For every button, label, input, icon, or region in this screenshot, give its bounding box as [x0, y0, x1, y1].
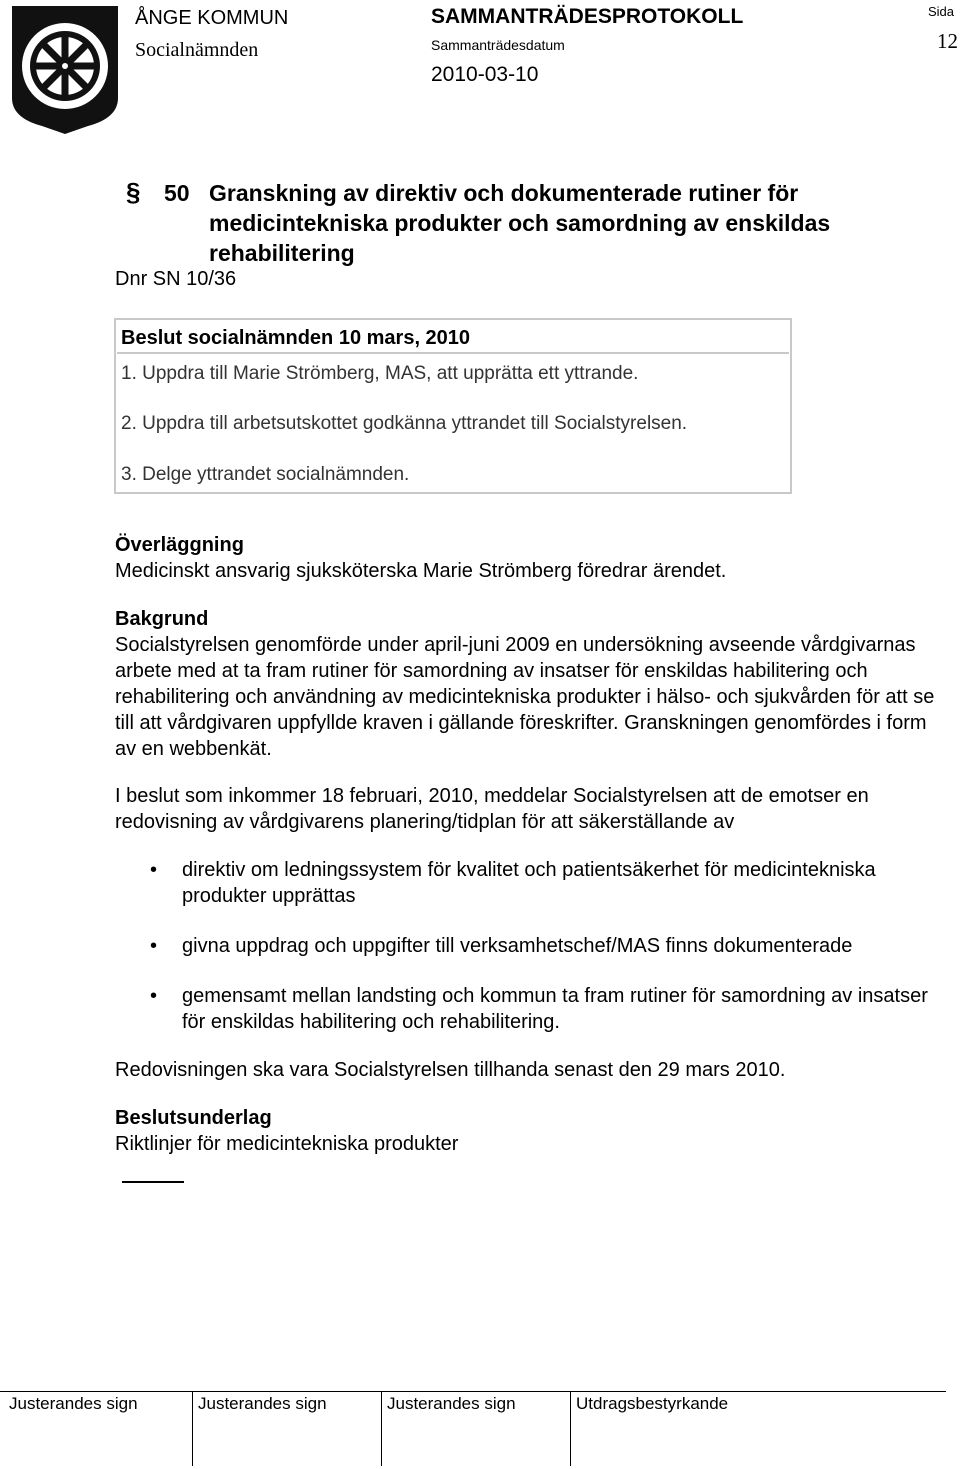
footer-rule	[0, 1391, 946, 1392]
section-number: 50	[164, 180, 190, 206]
basis-text: Riktlinjer för medicintekniska produkter	[115, 1133, 459, 1155]
certification-cell: Utdragsbestyrkande	[576, 1394, 729, 1413]
basis-heading: Beslutsunderlag	[115, 1107, 272, 1129]
page-number: 12	[937, 29, 958, 53]
background-paragraph: Socialstyrelsen genomförde under april-juni 2009 en undersökning avseende vårdgivarnas arbete med at ta fram rutiner för samordning av insatser för enskildas habilitering och rehabilitering och användning av medicintekniska produkter i hälso- och sjukvården för att se till att vårdgivaren uppfyllde kraven i gällande föreskrifter. Granskningen genomfördes i form av en webbenkät.	[115, 634, 935, 760]
section-title: Granskning av direktiv och dokumenterade rutiner för medicintekniska produkter och samordning av enskildas rehabilitering	[209, 180, 831, 266]
deliberation-text: Medicinskt ansvarig sjuksköterska Marie Strömberg föredrar ärendet.	[115, 560, 727, 582]
bullet-item: gemensamt mellan landsting och kommun ta fram rutiner för samordning av insatser för enskildas habilitering och rehabilitering.	[182, 985, 928, 1033]
decision-item: 2. Uppdra till arbetsutskottet godkänna yttrandet till Socialstyrelsen.	[121, 413, 688, 434]
signature-cell: Justerandes sign	[9, 1394, 138, 1413]
decision-title: Beslut socialnämnden 10 mars, 2010	[121, 327, 471, 349]
end-rule	[122, 1181, 184, 1183]
background-heading: Bakgrund	[115, 608, 209, 630]
bullet-marker: •	[150, 859, 158, 881]
decision-item: 1. Uppdra till Marie Strömberg, MAS, att upprätta ett yttrande.	[121, 363, 639, 384]
bullet-marker: •	[150, 985, 158, 1007]
deliberation-heading: Överläggning	[115, 534, 244, 556]
footer-divider	[192, 1392, 193, 1466]
footer-divider	[570, 1392, 571, 1466]
decision-item: 3. Delge yttrandet socialnämnden.	[121, 464, 410, 485]
meeting-date: 2010-03-10	[431, 63, 539, 86]
committee-name: Socialnämnden	[135, 39, 259, 61]
signature-cell: Justerandes sign	[387, 1394, 516, 1413]
footer-divider	[381, 1392, 382, 1466]
bullet-marker: •	[150, 935, 158, 957]
bullet-item: givna uppdrag och uppgifter till verksamhetschef/MAS finns dokumenterade	[182, 935, 853, 957]
document-type: SAMMANTRÄDESPROTOKOLL	[431, 5, 744, 28]
signature-cell: Justerandes sign	[198, 1394, 327, 1413]
page-label: Sida	[928, 4, 955, 19]
municipality-logo	[6, 0, 124, 136]
section-sign: §	[126, 177, 141, 207]
case-number: Dnr SN 10/36	[115, 268, 237, 290]
bullet-item: direktiv om ledningssystem för kvalitet och patientsäkerhet för medicintekniska produkter upprättas	[182, 859, 876, 907]
deadline-paragraph: Redovisningen ska vara Socialstyrelsen tillhanda senast den 29 mars 2010.	[115, 1059, 786, 1081]
background-paragraph: I beslut som inkommer 18 februari, 2010, meddelar Socialstyrelsen att de emotser en redovisning av vårdgivarens planering/tidplan för att säkerställande av	[115, 785, 869, 833]
municipality-name: ÅNGE KOMMUN	[135, 7, 289, 29]
meeting-date-label: Sammanträdesdatum	[431, 37, 565, 53]
